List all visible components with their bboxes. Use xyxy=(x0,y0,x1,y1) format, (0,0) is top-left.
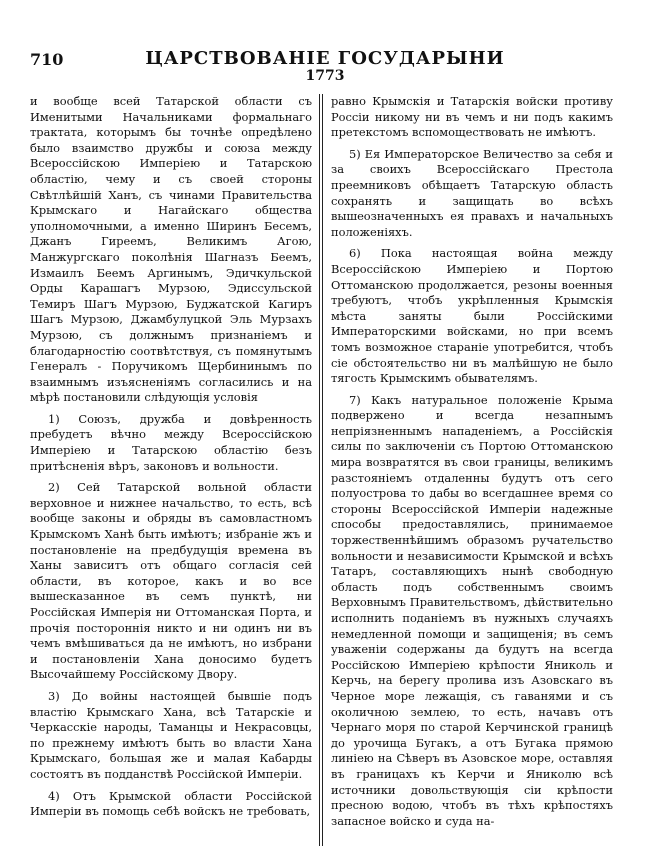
article-6: 6) Пока настоящая война между Всероссійскою Имперіею и Портою Оттоманскою продолжается, резоны военныя требуютъ, чтобъ укрѣпленныя Крымскія мѣста заняты были Россійскими Императорскими войсками, но при всемъ томъ возможное стараніе употребится, чтобъ сіе обстоятельство ни въ малѣйшую не было тягость Крымскимъ обывателямъ. xyxy=(331,246,613,386)
right-column xyxy=(331,94,613,846)
year-heading: 1773 xyxy=(305,68,345,84)
article-5: 5) Ея Императорское Величество за себя и за своихъ Всероссійскаго Престола преемниковъ обѣщаетъ Татарскую область сохранять и защищать во всѣхъ вышеозначенныхъ ея правахъ и начальныхъ положеніяхъ. xyxy=(331,146,613,239)
article-4: 4) Отъ Крымской области Россійской Имперіи въ помощь себѣ войскъ не требовать, xyxy=(30,788,312,819)
page-header xyxy=(0,0,650,90)
paragraph: и вообще всей Татарской области съ Именитыми Начальниками формальнаго трактата, которымъ бы точнѣе опредѣлено было взаимство дружбы и союза между Всероссійскою Имперіею и Татарскою областію, чему и съ своей стороны Свѣтлѣйшій Ханъ, съ чинами Правительства Крымскаго и Нагайскаго общества уполномочными, а именно Ширинъ Бесемъ, Джанъ Гиреемъ, Великимъ Агою, Манжургскаго поколѣнія Шагназъ Беемъ, Измаилъ Беемъ Аргинымъ, Эдичкульской Орды Карашагъ Мурзою, Эдиссульской Темиръ Шагъ Мурзою, Буджатской Кагиръ Шагъ Мурзою, Джамбулуцкой Эль Мурзахъ Мурзою, съ должнымъ признаніемъ и благодарностію соотвѣтствуя, съ помянутымъ Генералъ - Поручикомъ Щербининымъ по взаимнымъ изъясненіямъ согласились и на мѣрѣ постановили слѣдующія условія xyxy=(30,94,312,405)
paragraph: равно Крымскія и Татарскія войски противу Россіи никому ни въ чемъ и ни подъ какимъ претекстомъ вспомоществовать не имѣютъ. xyxy=(331,94,613,140)
column-divider xyxy=(319,94,320,846)
article-2: 2) Сей Татарской вольной области верховное и нижнее начальство, то есть, всѣ вообще законы и обряды въ самовластномъ Крымскомъ Ханѣ быть имѣютъ; избраніе жъ и постановленіе на предбудущія времена въ Ханы зависитъ отъ общаго согласія сей области, въ которое, какъ и во все вышесказанное въ семъ пунктѣ, ни Россійская Имперія ни Оттоманская Порта, и прочія постороннія никто и ни одинъ ни въ чемъ вмѣшиваться да не имѣютъ, но избрани и постановленіи Хана доносимо будетъ Высочайшему Россійскому Двору. xyxy=(30,480,312,682)
article-7: 7) Какъ натуральное положеніе Крыма подвержено и всегда незапнымъ непріязненнымъ нападеніемъ, а Россійскія силы по заключеніи съ Портою Оттоманскою мира возвратятся въ свои границы, великимъ разстояніемъ отдаленны будутъ отъ сего полуострова то дабы во всегдашнее время со стороны Всероссійской Имперіи надежные способы предоставлялись, принимаемое торжественнѣйшимъ образомъ ручательство вольности и независимости Крымской и всѣхъ Татаръ, составляющихъ нынѣ свободную область подъ собственнымъ своимъ Верховнымъ Правительствомъ, дѣйствительно исполнить поданіемъ въ нужныхъ случаяхъ немедленной помощи и защищенія; въ семъ уваженіи содержаны да будутъ на всегда Россійскою Имперіею крѣпости Яниколь и Керчь, на берегу пролива изъ Азовскаго въ Черное море лежащія, съ гаванями и съ околичною землею, то есть, начавъ отъ Чернаго моря по старой Керчинской границѣ до урочища Бугакъ, а отъ Бугака прямою линіею на Сѣверъ въ Азовское море, оставляя въ границахъ къ Керчи и Яниколю всѣ источники довольствующія сіи крѣпости пресною водою, чтобъ въ тѣхъ крѣпостяхъ запасное войско и суда на- xyxy=(331,392,613,828)
running-title: ЦАРСТВОВАНІЕ ГОСУДАРЫНИ xyxy=(145,48,505,69)
article-1: 1) Союзъ, дружба и довѣренность пребудетъ вѣчно между Всероссійскою Имперіею и Татарскою областію безъ притѣсненія вѣръ, законовъ и вольности. xyxy=(30,411,312,473)
column-divider xyxy=(322,94,323,846)
article-3: 3) До войны настоящей бывшіе подъ властію Крымскаго Хана, всѣ Татарскіе и Черкасскіе народы, Таманцы и Некрасовцы, по прежнему имѣютъ быть во власти Хана Крымскаго, большая же и малая Кабарды состоятъ въ подданствѣ Россійской Имперіи. xyxy=(30,688,312,781)
page-number: 710 xyxy=(30,50,64,69)
left-column xyxy=(30,94,312,846)
